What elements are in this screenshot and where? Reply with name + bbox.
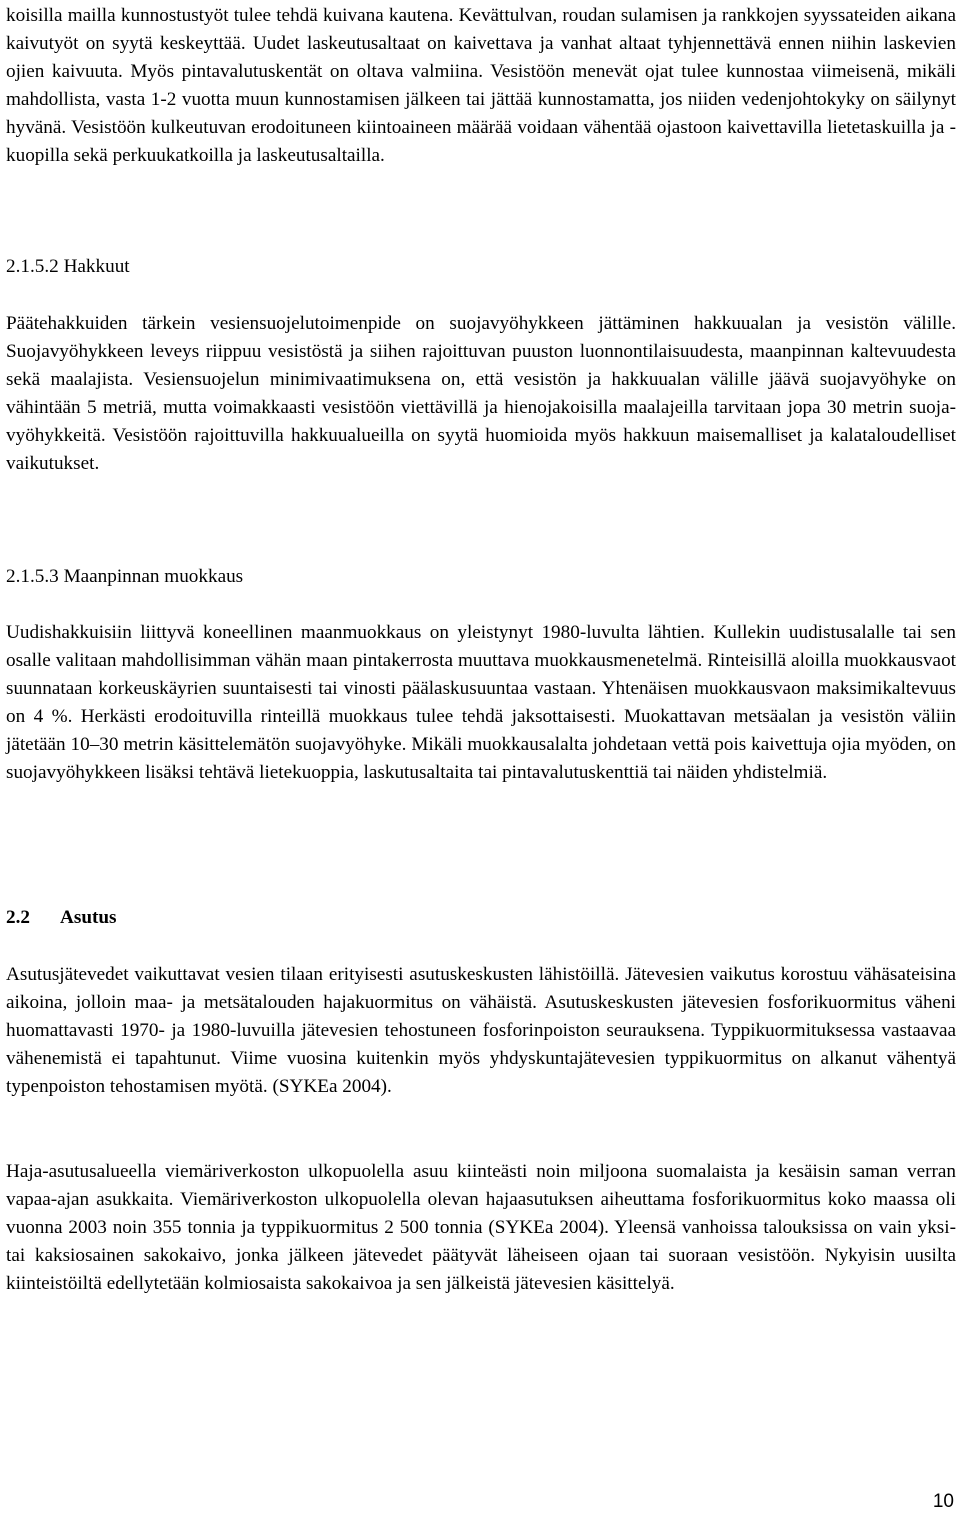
paragraph-hakkuut: Päätehakkuiden tärkein vesiensuojelutoimenpide on suojavyöhykkeen jättäminen hakkuualan ja vesistön välille. Suojavyöhykkeen leveys riippuu vesistöstä ja siihen rajoittuvan puuston luonnontilaisuudesta, maanpinnan kaltevuudesta sekä maalajista. Vesiensuojelun minimivaatimuksena on, että vesistön ja hakkuualan välille jäävä suojavyöhyke on vähintään 5 metriä, mutta voimakkaasti vesistöön viettävillä ja hienojakoisilla maalajeilla tarvitaan jopa 30 metrin suojavyöhykkeitä. Vesistöön rajoittuvilla hakkuualueilla on syytä huomioida myös hakkuun maisemalliset ja kalataloudelliset vaikutukset. <box>6 313 956 474</box>
paragraph-haja-asutus: Haja-asutusalueella viemäriverkoston ulkopuolella asuu kiinteästi noin miljoona suomalaista ja kesäisin saman verran vapaa-ajan asukkaita. Viemäriverkoston ulkopuolella olevan hajaasutuksen aiheuttama fosforikuormitus koko maassa oli vuonna 2003 noin 355 tonnia ja typpikuormitus 2 500 tonnia (SYKEa 2004). Yleensä vanhoissa talouksissa on vain yksi- tai kaksiosainen sakokaivo, jonka jälkeen jätevedet päätyvät läheiseen ojaan tai suoraan vesistöön. Nykyisin uusilta kiinteistöiltä edellytetään kolmiosaista sakokaivoa ja sen jälkeistä jätevesien käsittelyä. <box>6 1161 956 1294</box>
paragraph-ditch-maintenance: koisilla mailla kunnostustyöt tulee tehdä kuivana kautena. Kevättulvan, roudan sulamisen ja rankkojen syyssateiden aikana kaivutyöt on syytä keskeyttää. Uudet laskeutusaltaat on kaivettava ja vanhat altaat tyhjennettävä ennen niihin laskevien ojien kaivuuta. Myös pintavalutuskentät on oltava valmiina. Vesistöön menevät ojat tulee kunnostaa viimeisenä, mikäli mahdollista, vasta 1-2 vuotta muun kunnostamisen jälkeen tai jättää kunnostamatta, jos niiden vedenjohtokyky on säilynyt hyvänä. Vesistöön kulkeutuvan erodoituneen kiintoaineen määrää voidaan vähentää ojastoon kaivettavilla lietetaskuilla ja -kuopilla sekä perkuukatkoilla ja laskeutusaltailla. <box>6 5 956 166</box>
heading-asutus <box>6 904 117 932</box>
heading-hakkuut: 2.1.5.2 Hakkuut <box>6 256 130 277</box>
paragraph-asutus: Asutusjätevedet vaikuttavat vesien tilaan erityisesti asutuskeskusten lähistöillä. Jätevesien vaikutus korostuu vähäsateisina aikoina, jolloin maa- ja metsätalouden hajakuormitus on vähäistä. Asutuskeskusten jätevesien fosforikuormitus väheni huomattavasti 1970- ja 1980-luvuilla jätevesien tehostuneen fosforinpoiston seurauksena. Typpikuormituksessa vastaavaa vähenemistä ei tapahtunut. Viime vuosina kuitenkin myös yhdyskuntajätevesien typpikuormitus on alkanut vähentyä typenpoiston tehostamisen myötä. (SYKEa 2004). <box>6 964 956 1097</box>
heading-maanpinnan-muokkaus: 2.1.5.3 Maanpinnan muokkaus <box>6 566 244 587</box>
page-number: 10 <box>932 1491 954 1512</box>
heading-asutus-title: Asutus <box>60 907 117 928</box>
heading-asutus-number: 2.2 <box>6 907 30 928</box>
paragraph-maanpinnan-muokkaus: Uudishakkuisiin liittyvä koneellinen maanmuokkaus on yleistynyt 1980-luvulta lähtien. Kullekin uudistusalalle tai sen osalle valitaan mahdollisimman vähän maan pintakerrosta muuttava muokkausmenetelmä. Rinteisillä aloilla muokkausvaot suunnataan korkeuskäyrien suuntaisesti tai vinosti päälaskusuuntaa vastaan. Yhtenäisen muokkausvaon maksimikaltevuus on 4 %. Herkästi erodoituvilla rinteillä muokkaus tulee tehdä jaksottaisesti. Muokattavan metsäalan ja vesistön väliin jätetään 10–30 metrin käsittelemätön suojavyöhyke. Mikäli muokkausalalta johdetaan vettä pois kaivettuja ojia myöden, on suojavyöhykkeen lisäksi tehtävä lietekuoppia, laskutusaltaita tai pintavalutuskenttiä tai näiden yhdistelmiä. <box>6 622 956 783</box>
